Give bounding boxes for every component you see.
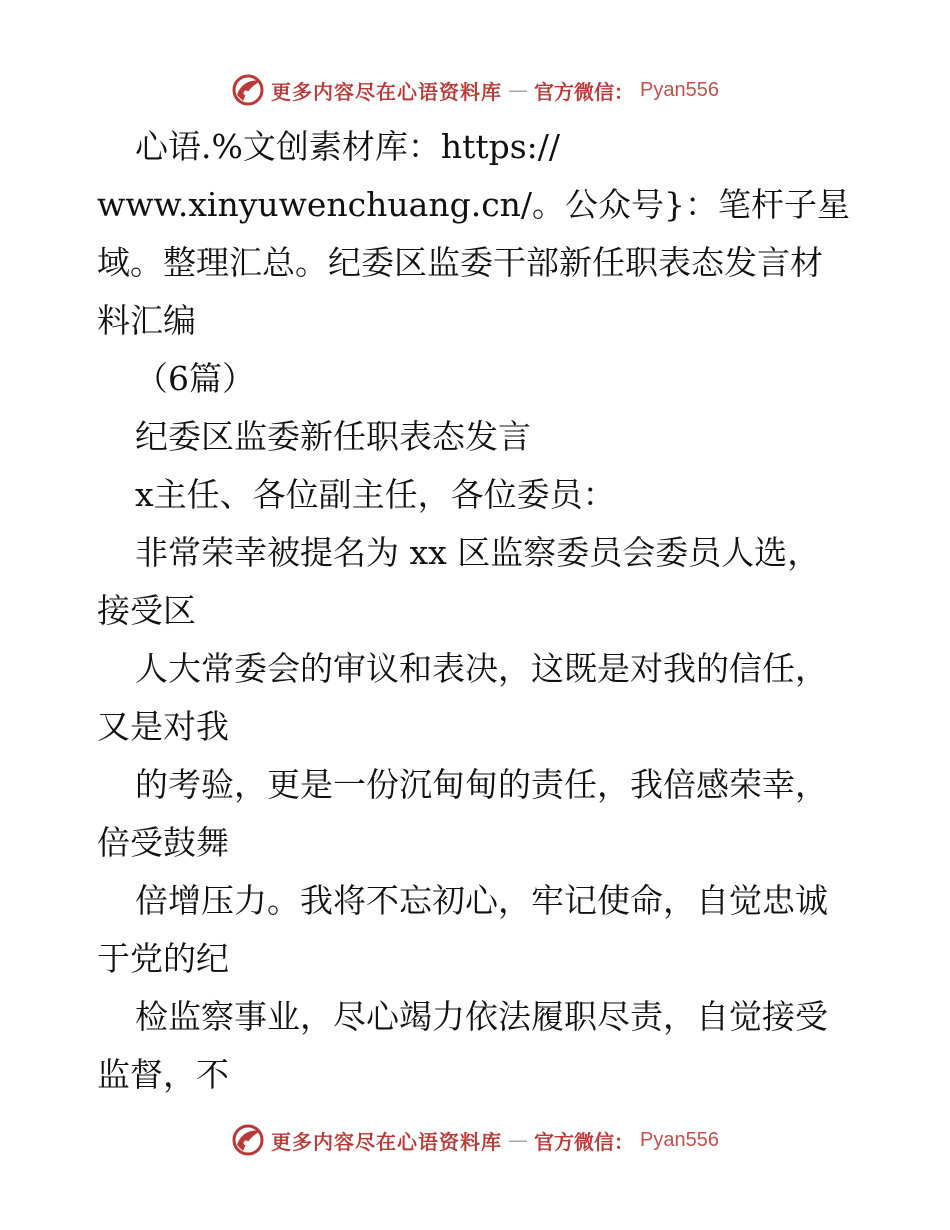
pen-logo-icon: [231, 1123, 265, 1157]
doc-line: 域。整理汇总。纪委区监委干部新任职表态发言材: [97, 243, 823, 282]
doc-line: 纪委区监委新任职表态发言: [135, 417, 531, 456]
doc-line: 心语.%文创素材库：https://: [135, 127, 561, 166]
doc-line: 的考验，更是一份沉甸甸的责任，我倍感荣幸，: [135, 765, 828, 804]
pen-logo-icon: [231, 73, 265, 107]
footer-watermark: [0, 1120, 950, 1160]
doc-line: 倍受鼓舞: [97, 823, 229, 862]
watermark-main-text: 更多内容尽在心语资料库: [271, 1129, 503, 1154]
doc-line: 接受区: [97, 591, 196, 630]
doc-line: （6篇）: [135, 359, 255, 398]
doc-line: 于党的纪: [97, 939, 229, 978]
doc-line: 监督，不: [97, 1055, 229, 1094]
document-body: [97, 118, 877, 1104]
doc-line: 人大常委会的审议和表决，这既是对我的信任，: [135, 649, 828, 688]
header-watermark: [0, 70, 950, 110]
watermark-wechat-id: Pyan556: [640, 78, 719, 101]
watermark-dash: —: [508, 78, 529, 102]
watermark-dash: —: [508, 1128, 529, 1152]
doc-line: 倍增压力。我将不忘初心，牢记使命，自觉忠诚: [135, 881, 828, 920]
doc-line: 检监察事业，尽心竭力依法履职尽责，自觉接受: [135, 997, 828, 1036]
doc-line: x主任、各位副主任，各位委员：: [135, 475, 616, 514]
watermark-main-text: 更多内容尽在心语资料库: [271, 79, 503, 104]
doc-line: 料汇编: [97, 301, 196, 340]
watermark-wechat-label: 官方微信：: [534, 79, 635, 104]
doc-line: www.xinyuwenchuang.cn/。公众号}：笔杆子星: [97, 185, 851, 224]
doc-line: 又是对我: [97, 707, 229, 746]
watermark-wechat-label: 官方微信：: [534, 1129, 635, 1154]
watermark-wechat-id: Pyan556: [640, 1128, 719, 1151]
doc-line: 非常荣幸被提名为 xx 区监察委员会委员人选，: [135, 533, 821, 572]
